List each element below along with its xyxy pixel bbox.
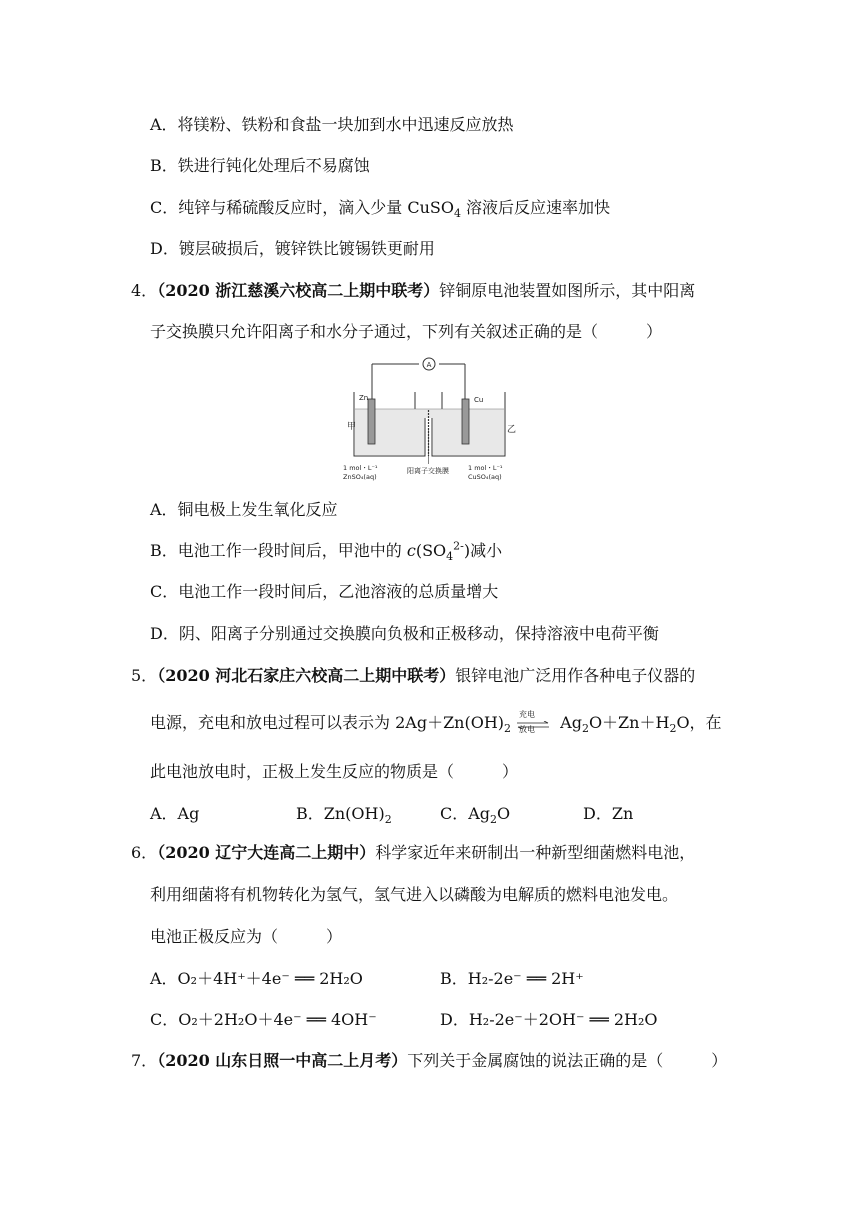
q5-option-c-sub: 2: [490, 813, 498, 827]
q5-text1: 银锌电池广泛用作各种电子仪器的: [455, 666, 696, 685]
reversible-arrow-icon: [515, 709, 551, 735]
q5-number: 5．: [131, 666, 158, 685]
q3-option-d: D．镀层破损后，镀锌铁比镀锡铁更耐用: [150, 239, 435, 258]
q5-equation-sub2: 2: [581, 722, 589, 736]
q6-option-b: B．H₂-2e⁻ ══ 2H⁺: [440, 969, 584, 988]
q7-source: （2020 山东日照一中高二上月考）: [157, 1051, 408, 1070]
q4-option-b: [150, 540, 502, 562]
q3-option-c-text-end: 溶液后反应速率加快: [460, 198, 611, 217]
membrane-label: 阳离子交换膜: [407, 467, 449, 475]
q4-source: （2020 浙江慈溪六校高二上期中联考）: [157, 281, 440, 300]
q4-option-b-c: c: [406, 541, 416, 560]
q4-stem-line1: [131, 280, 695, 302]
q4-option-b-sub: 4: [446, 550, 454, 564]
q4-text1: 锌铜原电池装置如图所示，其中阳离: [439, 281, 696, 300]
left-sol-label: ZnSO₄(aq): [343, 473, 377, 481]
q7-number: 7．: [131, 1051, 158, 1070]
cu-label: Cu: [474, 396, 484, 404]
q4-option-a: A．铜电极上发生氧化反应: [150, 500, 338, 519]
q3-option-c-sub: 4: [453, 207, 461, 221]
q4-option-b-text: B．电池工作一段时间后，甲池中的: [150, 541, 407, 560]
q6-stem-line3: 电池正极反应为（ ）: [150, 927, 343, 946]
q5-option-b: [296, 803, 392, 825]
q5-stem-line2: [150, 709, 722, 736]
galvanic-cell-diagram: [335, 352, 525, 487]
ammeter-label: A: [426, 361, 432, 369]
right-sol-label: CuSO₄(aq): [468, 473, 502, 481]
q4-option-d: D．阴、阳离子分别通过交换膜向负极和正极移动，保持溶液中电荷平衡: [150, 624, 659, 643]
q5-source: （2020 河北石家庄六校高二上期中联考）: [157, 666, 456, 685]
q5-option-b-sub: 2: [384, 813, 392, 827]
right-conc-label: 1 mol・L⁻¹: [468, 464, 503, 472]
q3-option-a: A．将镁粉、铁粉和食盐一块加到水中迅速反应放热: [150, 115, 514, 134]
q5-option-a: A．Ag: [150, 804, 200, 823]
q3-option-c-text: C．纯锌与稀硫酸反应时，滴入少量 CuSO: [150, 198, 454, 217]
q6-text1: 科学家近年来研制出一种新型细菌燃料电池，: [375, 843, 696, 862]
q5-option-b-text: B．Zn(OH): [296, 804, 385, 823]
arrow-label-charge: 充电: [519, 709, 536, 719]
q7-stem-line1: [131, 1050, 727, 1072]
q5-equation-sub3: 2: [669, 722, 677, 736]
left-conc-label: 1 mol・L⁻¹: [343, 464, 378, 472]
left-cell-label: 甲: [347, 422, 357, 432]
right-cell-label: 乙: [507, 425, 517, 435]
q5-equation-right2: O＋Zn＋H: [588, 713, 670, 732]
q3-option-b: B．铁进行钝化处理后不易腐蚀: [150, 156, 370, 175]
q4-option-c: C．电池工作一段时间后，乙池溶液的总质量增大: [150, 582, 499, 601]
q4-option-b-end: )减小: [463, 541, 503, 560]
q6-stem-line2: 利用细菌将有机物转化为氢气，氢气进入以磷酸为电解质的燃料电池发电。: [150, 885, 679, 904]
q5-option-d: D．Zn: [583, 804, 634, 823]
q6-option-a: A．O₂＋4H⁺＋4e⁻ ══ 2H₂O: [150, 969, 363, 988]
zn-label: Zn: [359, 394, 369, 402]
q5-stem-line1: [131, 665, 695, 687]
q6-option-c: C．O₂＋2H₂O＋4e⁻ ══ 4OH⁻: [150, 1010, 377, 1029]
q6-option-d: D．H₂-2e⁻＋2OH⁻ ══ 2H₂O: [440, 1010, 658, 1029]
q6-stem-line1: [131, 842, 695, 864]
q5-equation-right: Ag: [555, 713, 582, 732]
q6-number: 6．: [131, 843, 158, 862]
q5-equation-left: 电源，充电和放电过程可以表示为 2Ag＋Zn(OH): [150, 713, 505, 732]
q5-option-c-text: C．Ag: [440, 804, 491, 823]
q5-equation-sub1: 2: [504, 722, 512, 736]
arrow-label-discharge: 放电: [519, 724, 536, 734]
q5-stem-line3: 此电池放电时，正极上发生反应的物质是（ ）: [150, 762, 519, 781]
q4-option-b-sup: 2-: [453, 539, 464, 553]
q5-option-c-end: O: [497, 804, 511, 823]
q7-text1: 下列关于金属腐蚀的说法正确的是（ ）: [407, 1051, 728, 1070]
q5-option-c: [440, 803, 510, 825]
q4-option-b-mid: (SO: [415, 541, 447, 560]
q3-option-c: [150, 197, 610, 219]
zn-electrode: [368, 399, 375, 444]
q6-source: （2020 辽宁大连高二上期中）: [157, 843, 376, 862]
q4-number: 4．: [131, 281, 158, 300]
q4-stem-line2: 子交换膜只允许阳离子和水分子通过，下列有关叙述正确的是（ ）: [150, 322, 663, 341]
cu-electrode: [462, 399, 469, 444]
q5-equation-end: O，在: [676, 713, 722, 732]
